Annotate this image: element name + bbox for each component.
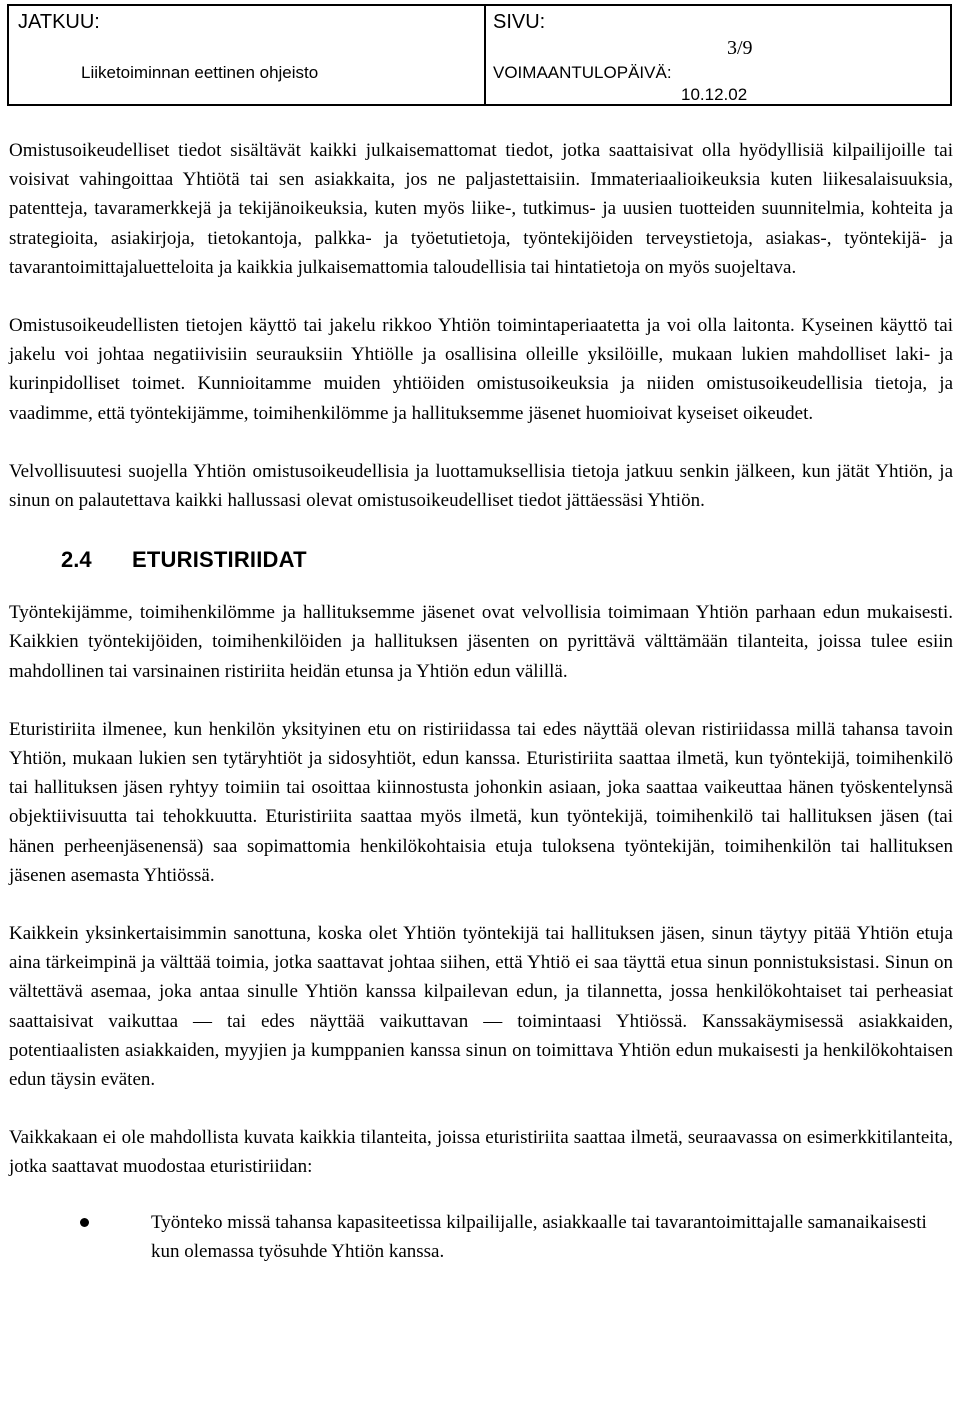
bullet-icon (80, 1218, 89, 1227)
document-header (7, 4, 952, 106)
examples-list (9, 1208, 953, 1266)
page-label: SIVU: (493, 11, 546, 33)
list-item-text: Työnteko missä tahansa kapasiteetissa kilpailijalle, asiakkaalle tai tavarantoimittajalle samanaikaisesti kun olemassa työsuhde Yhtiön kanssa. (151, 1211, 927, 1262)
document-body (9, 136, 953, 1266)
section-title: ETURISTIRIIDAT (132, 547, 307, 573)
paragraph-best-interest: Työntekijämme, toimihenkilömme ja hallituksemme jäsenet ovat velvollisia toimimaan Yhtiön parhaan edun mukaisesti. Kaikkien työntekijöiden, toimihenkilöiden ja hallituksen jäsenten on pyrittävä välttämään tilanteita, joissa tulee esiin mahdollinen tai varsinainen ristiriita heidän etunsa ja Yhtiön edun välillä. (9, 602, 953, 682)
paragraph-use-distribution: Omistusoikeudellisten tietojen käyttö tai jakelu rikkoo Yhtiön toimintaperiaatetta ja voi olla laitonta. Kyseinen käyttö tai jakelu voi johtaa negatiivisiin seurauksiin Yhtiölle ja osallisina olleille yksilöille, mukaan lukien mahdolliset laki- ja kurinpidolliset toimet. Kunnioitamme muiden yhtiöiden omistusoikeuksia ja niiden omistusoikeudellisia tietoja, ja vaadimme, että työntekijämme, toimihenkilömme ja hallituksemme jäsenet huomioivat kyseiset oikeudet. (9, 315, 953, 424)
paragraph-proprietary-info: Omistusoikeudelliset tiedot sisältävät kaikki julkaisemattomat tiedot, jotka saattaisivat olla hyödyllisiä kilpailijoille tai voisivat vahingoittaa Yhtiötä tai sen asiakkaita, jos ne paljastettaisiin. Immateriaalioikeuksia kuten liikesalaisuuksia, patentteja, tavaramerkkejä ja tekijänoikeuksia, kuten myös liike-, tutkimus- ja uusien tuotteiden suunnitelmia, kohteita ja strategioita, asiakirjoja, tietokantoja, palkka- ja työetutietoja, työntekijöiden terveystietoja, asiakas-, työntekijä- ja tavarantoimittajaluetteloita ja kaikkia julkaisemattomia taloudellisia tai hintatietoja on myös suojeltava. (9, 140, 953, 278)
effective-date: 10.12.02 (681, 85, 748, 104)
paragraph-obligation: Velvollisuutesi suojella Yhtiön omistusoikeudellisia ja luottamuksellisia tietoja jatkuu senkin jälkeen, kun jätät Yhtiön, ja sinun on palautettava kaikki hallussasi olevat omistusoikeudelliset tiedot jättäessäsi Yhtiön. (9, 460, 953, 512)
document-title: Liiketoiminnan eettinen ohjeisto (81, 63, 319, 82)
effective-date-label: VOIMAANTULOPÄIVÄ: (493, 63, 672, 82)
paragraph-examples-intro: Vaikkakaan ei ole mahdollista kuvata kaikkia tilanteita, joissa eturistiriita saattaa ilmetä, seuraavassa on esimerkkitilanteita, jotka saattavat muodostaa eturistiriidan: (9, 1127, 953, 1178)
section-heading (9, 542, 953, 578)
list-item (9, 1208, 953, 1266)
paragraph-conflict-definition: Eturistiriita ilmenee, kun henkilön yksityinen etu on ristiriidassa tai edes näyttää olevan ristiriidassa millä tahansa tavoin Yhtiön, mukaan lukien sen tytäryhtiöt ja sidosyhtiöt, edun kanssa. Eturistiriita saattaa ilmetä, kun työntekijä, toimihenkilö tai hallituksen jäsen ryhtyy toimiin tai osoittaa kiinnostusta johonkin asiaan, joka saattaa vaikeuttaa hänen työskentelynsä objektiivisuutta tai tehokkuutta. Eturistiriita saattaa myös ilmetä, kun työntekijä, toimihenkilö tai hallituksen jäsen (tai hänen perheenjäsenensä) saa sopimattomia henkilökohtaisia etuja tuloksena työntekijän, toimihenkilön tai hallituksen jäsenen asemasta Yhtiössä. (9, 718, 953, 886)
section-number: 2.4 (61, 547, 92, 573)
header-divider (484, 6, 486, 104)
continue-label: JATKUU: (18, 11, 100, 33)
paragraph-simply-put: Kaikkein yksinkertaisimmin sanottuna, koska olet Yhtiön työntekijä tai hallituksen jäsen, sinun täytyy pitää Yhtiön etuja aina tärkeimpinä ja välttää toimia, jotka saattavat johtaa siihen, että Yhtiö ei saa täyttä etua sinun ponnistuksistasi. Sinun on vältettävä asemaa, joka antaa sinulle Yhtiön kanssa kilpailevan edun, ja tilannetta, jossa henkilökohtaiset tai perheasiat saattaisivat vaikuttaa — tai edes näyttää vaikuttavan — toimintaasi Yhtiössä. Kanssakäymisessä asiakkaiden, potentiaalisten asiakkaiden, myyjien ja kumppanien kanssa sinun on toimittava Yhtiön edun mukaisesti ja henkilökohtaisen edun täysin eväten. (9, 923, 953, 1091)
page-number: 3/9 (727, 37, 753, 59)
